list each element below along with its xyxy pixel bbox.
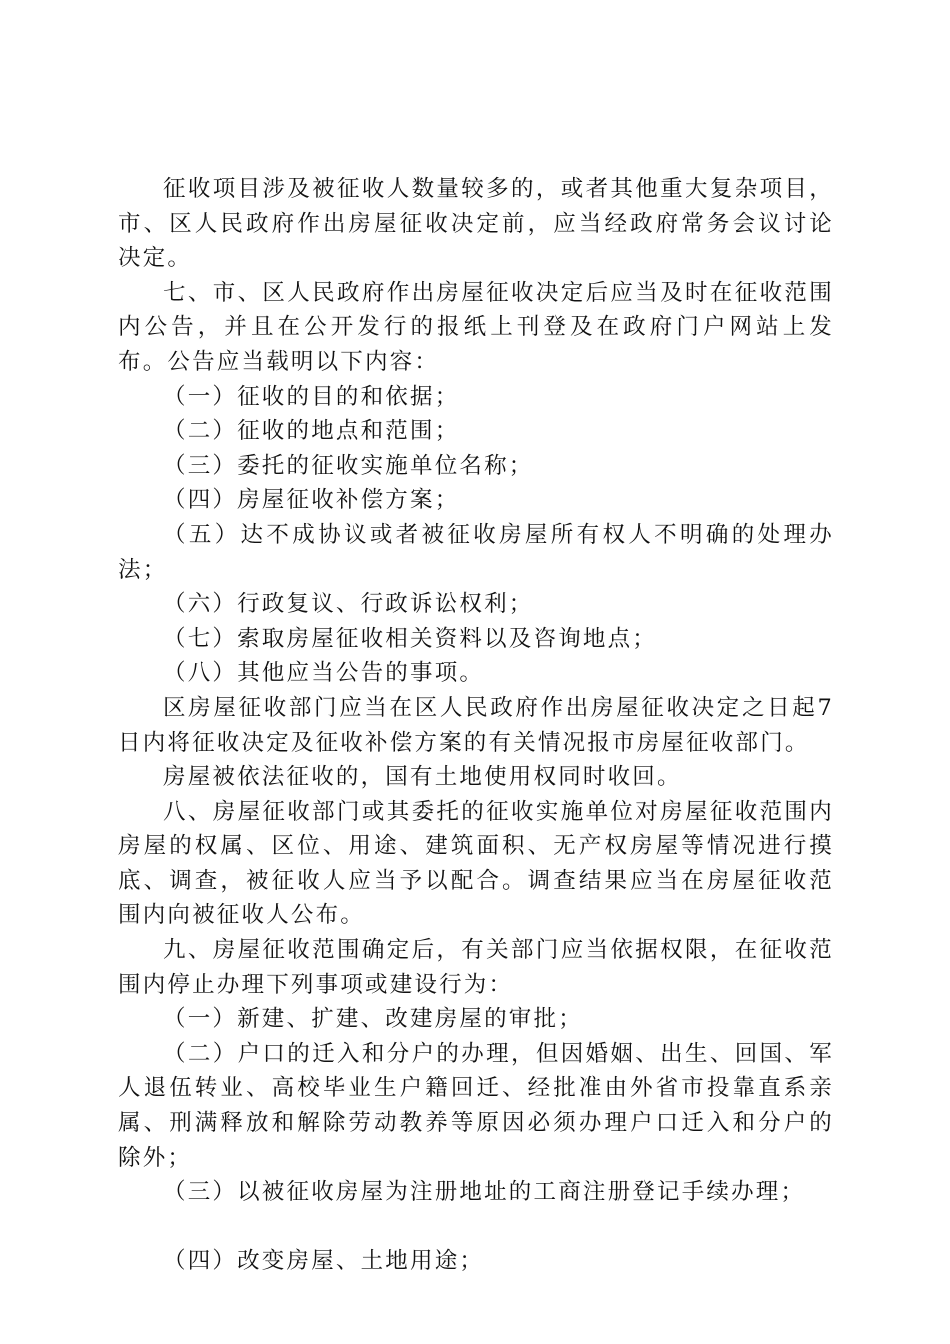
paragraph-district-report: 区房屋征收部门应当在区人民政府作出房屋征收决定之日起7日内将征收决定及征收补偿方案的有关情况报市房屋征收部门。 xyxy=(118,694,834,756)
list-item-9-3: （三）以被征收房屋为注册地址的工商注册登记手续办理； xyxy=(163,1179,806,1206)
paragraph-article-7: 七、市、区人民政府作出房屋征收决定后应当及时在征收范围内公告，并且在公开发行的报纸上刊登及在政府门户网站上发布。公告应当载明以下内容： xyxy=(118,279,834,375)
paragraph-article-8: 八、房屋征收部门或其委托的征收实施单位对房屋征收范围内房屋的权属、区位、用途、建筑面积、无产权房屋等情况进行摸底、调查，被征收人应当予以配合。调查结果应当在房屋征收范围内向被征收人公布。 xyxy=(118,798,834,929)
list-item-9-2: （二）户口的迁入和分户的办理，但因婚姻、出生、回国、军人退伍转业、高校毕业生户籍回迁、经批准由外省市投靠直系亲属、刑满释放和解除劳动教养等原因必须办理户口迁入和分户的除外； xyxy=(118,1040,834,1171)
list-item-7-2: （二）征收的地点和范围； xyxy=(163,418,460,445)
list-item-9-1: （一）新建、扩建、改建房屋的审批； xyxy=(163,1006,583,1033)
list-item-7-4: （四）房屋征收补偿方案； xyxy=(163,487,460,514)
paragraph-article-9: 九、房屋征收范围确定后，有关部门应当依据权限，在征收范围内停止办理下列事项或建设行为： xyxy=(118,937,834,998)
list-item-7-3: （三）委托的征收实施单位名称； xyxy=(163,452,534,479)
list-item-7-1: （一）征收的目的和依据； xyxy=(163,383,460,410)
list-item-7-5: （五）达不成协议或者被征收房屋所有权人不明确的处理办法； xyxy=(118,521,834,583)
document-body xyxy=(118,172,834,1278)
paragraph-major-project: 征收项目涉及被征收人数量较多的，或者其他重大复杂项目，市、区人民政府作出房屋征收决定前，应当经政府常务会议讨论决定。 xyxy=(118,176,834,272)
list-item-7-8: （八）其他应当公告的事项。 xyxy=(163,660,485,687)
list-item-7-6: （六）行政复议、行政诉讼权利； xyxy=(163,591,534,618)
list-item-7-7: （七）索取房屋征收相关资料以及咨询地点； xyxy=(163,625,658,652)
list-item-9-4: （四）改变房屋、土地用途； xyxy=(163,1247,485,1274)
paragraph-land-right: 房屋被依法征收的，国有土地使用权同时收回。 xyxy=(163,764,682,791)
